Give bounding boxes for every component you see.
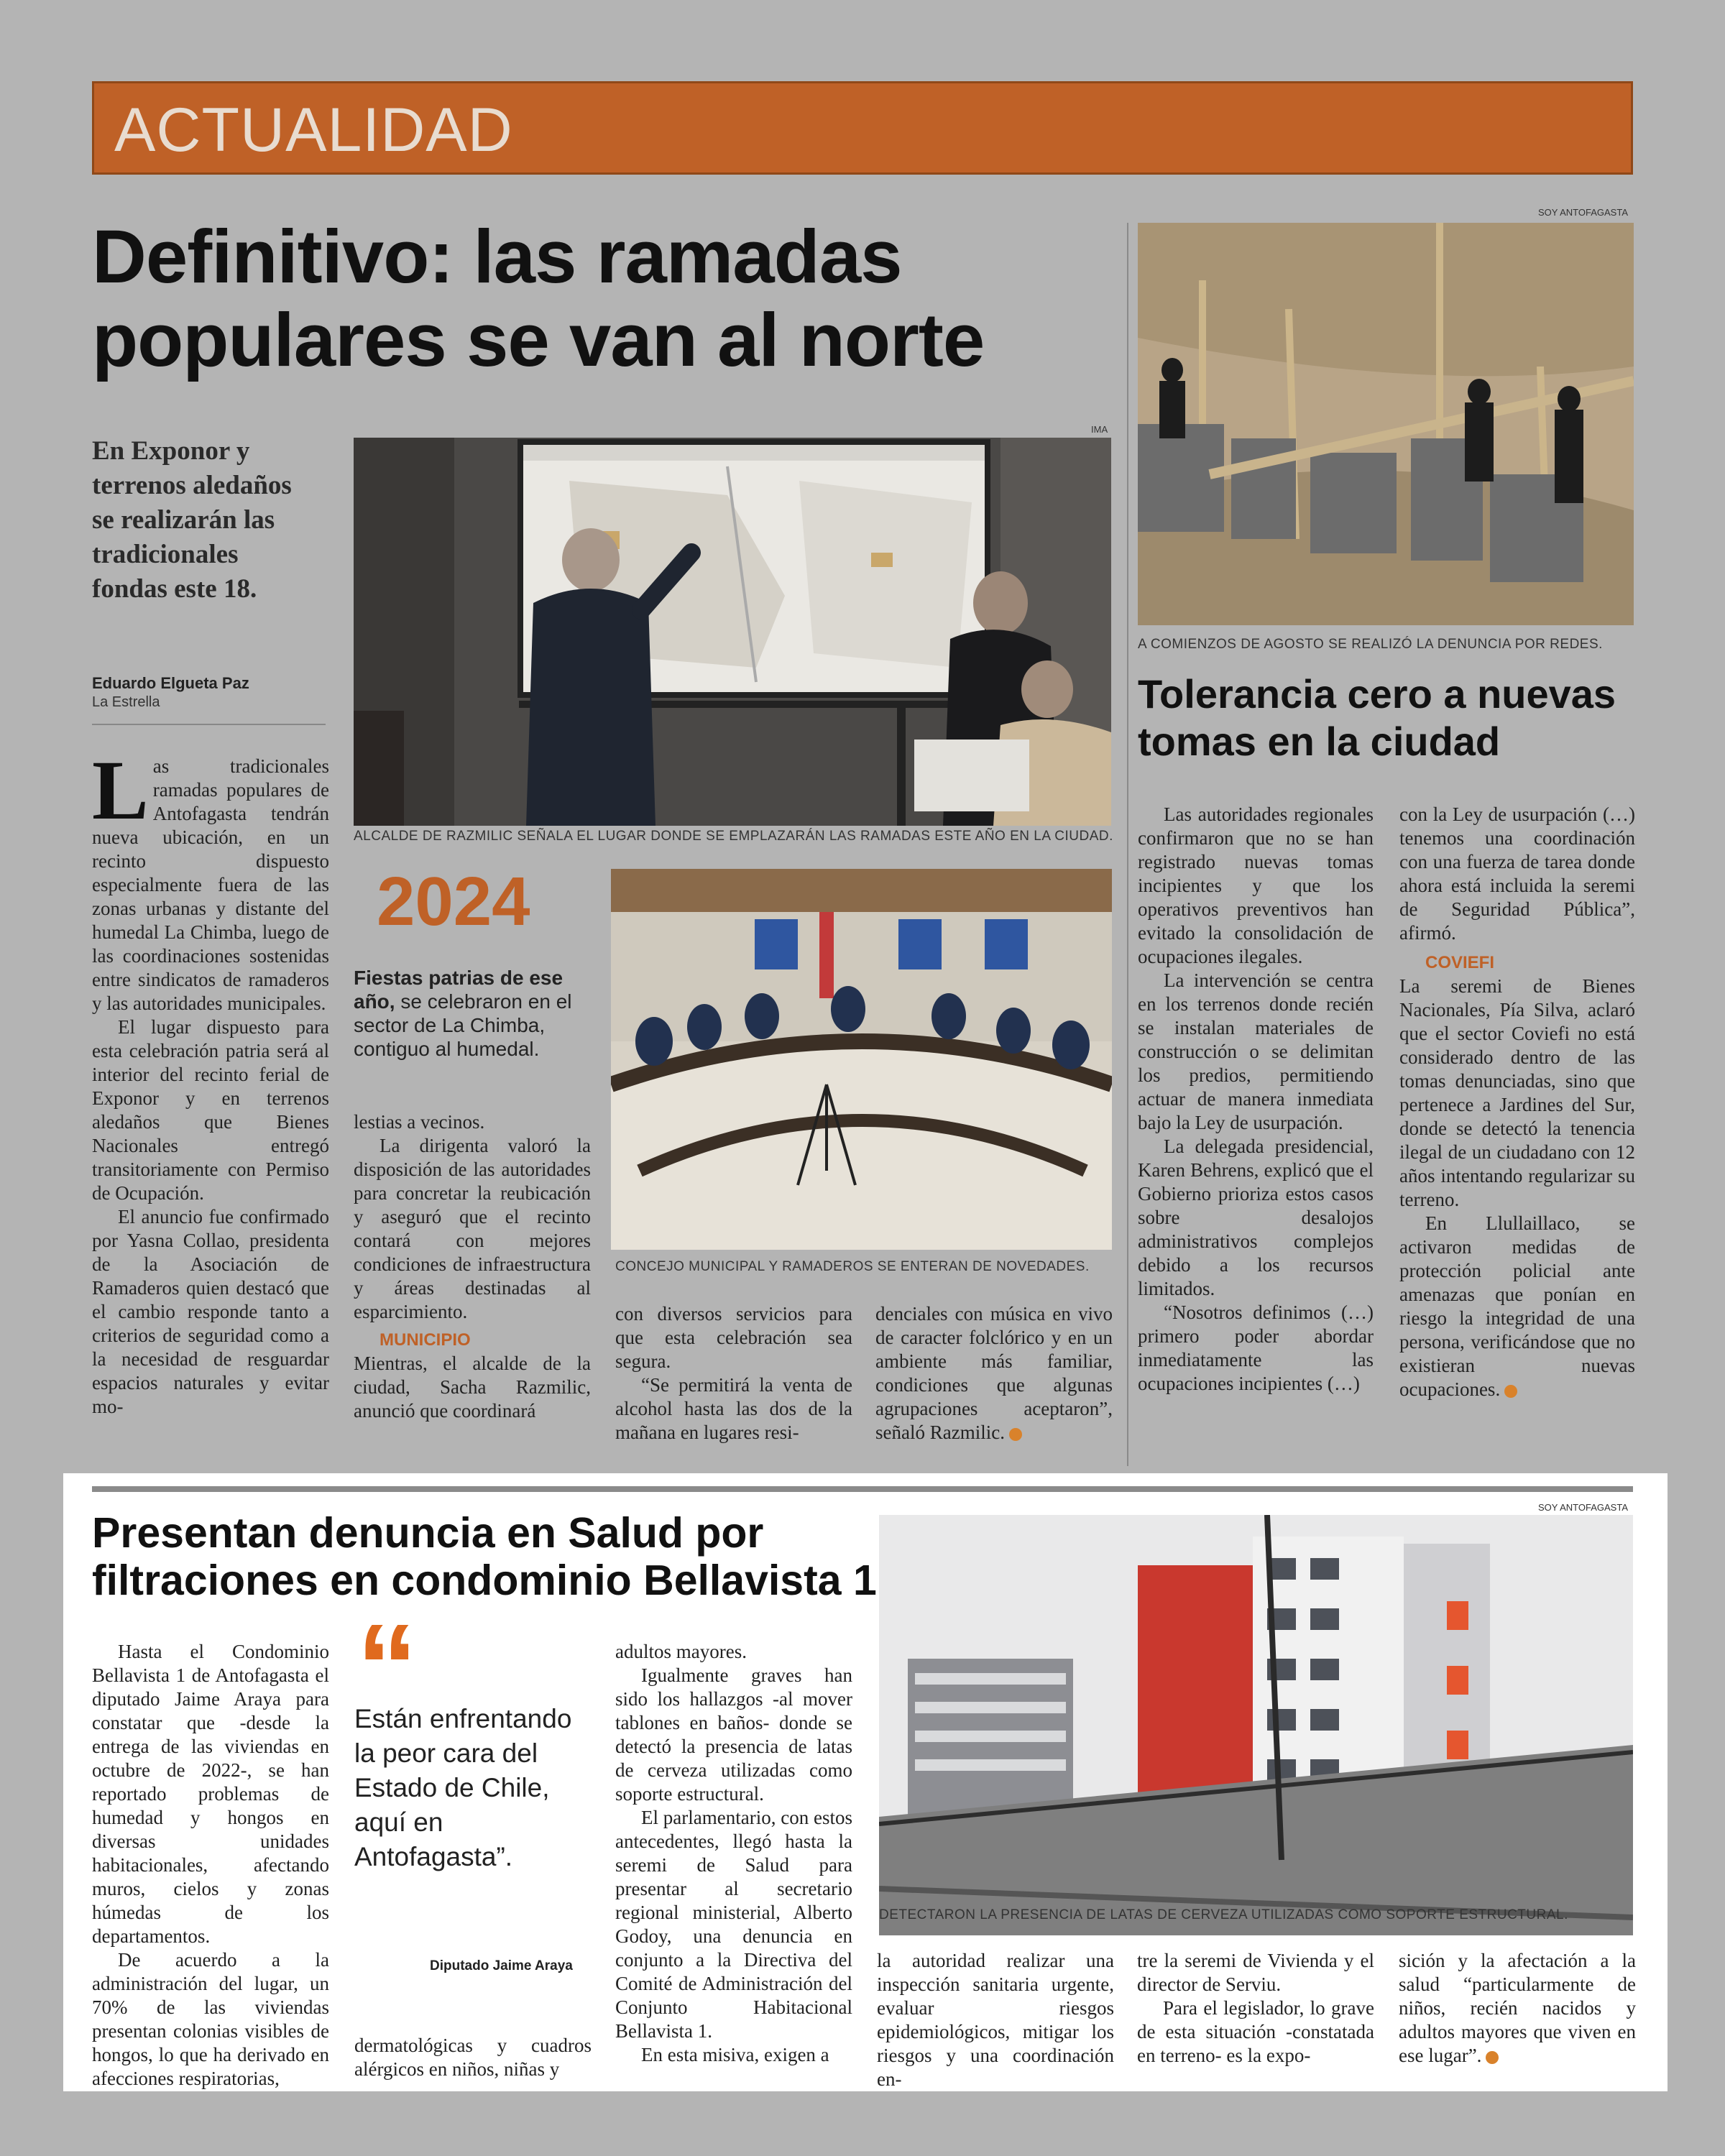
photo2-caption: CONCEJO MUNICIPAL Y RAMADEROS SE ENTERAN DE NOVEDADES. xyxy=(615,1259,1090,1274)
main-col2-para3: Mientras, el alcalde de la ciudad, Sacha Razmilic, anunció que coordinará xyxy=(354,1353,591,1422)
main-deck: En Exponor y terrenos aledaños se realizarán las tradicionales fondas este 18. xyxy=(92,436,292,604)
side-photo-credit: SOY ANTOFAGASTA xyxy=(1538,207,1628,218)
bottom-col3-para2: Igualmente graves han sido los hallazgos -al mover tablones en baños- donde se detectó la presencia de latas de cerveza utilizadas como soporte estructural. xyxy=(615,1664,852,1805)
side-col1-para2: La intervención se centra en los terrenos donde recién se instalan materiales de construcción o se delimitan los predios, permitiendo actuar de manera inmediata bajo la Ley de usurpación. xyxy=(1138,969,1374,1133)
bottom-col2-para1: dermatológicas y cuadros alérgicos en niños, niñas y xyxy=(354,2035,592,2080)
photo1-credit: IMA xyxy=(1091,424,1108,435)
side-photo-caption: A COMIENZOS DE AGOSTO SE REALIZÓ LA DENUNCIA POR REDES. xyxy=(1138,637,1603,652)
main-col4-para1 xyxy=(875,1302,1113,1445)
bottom-top-rule xyxy=(92,1486,1633,1492)
bottom-col6-para1 xyxy=(1399,1949,1636,2068)
main-column-2 xyxy=(354,1110,591,1423)
bottom-col1-para2: De acuerdo a la administración del lugar, un 70% de las viviendas presentan colonias visibles de hongos, lo que ha derivado en afecciones respiratorias, xyxy=(92,1949,329,2089)
side-end-mark-icon xyxy=(1504,1385,1517,1398)
bottom-story xyxy=(63,1473,1668,2091)
end-mark-icon xyxy=(1009,1428,1022,1441)
main-col1-para3: El anuncio fue confirmado por Yasna Collao, presidenta de la Asociación de Ramaderos quien destacó que el cambio responde tanto a criterios de seguridad como a la necesidad de resguardar espacios naturales y evitar mo- xyxy=(92,1206,329,1417)
main-col3-para2: “Se permitirá la venta de alcohol hasta las dos de la mañana en lugares resi- xyxy=(615,1374,852,1443)
year-caption-text: se celebraron en el sector de La Chimba, contiguo al humedal. xyxy=(354,990,572,1060)
bottom-headline: Presentan denuncia en Salud por filtraciones en condominio Bellavista 1 xyxy=(92,1509,877,1604)
bottom-col1-para1: Hasta el Condominio Bellavista 1 de Antofagasta el diputado Jaime Araya para constatar que -desde la entrega de las viviendas en octubre de 2022-, se han reportado problemas de humedad y hongos en diversas unidades habitacionales, afectando muros, cielos y zonas húmedas de los departamentos. xyxy=(92,1641,329,1947)
year-figure: 2024 xyxy=(377,863,530,940)
side-col1-para1: Las autoridades regionales confirmaron que no se han registrado nuevas tomas incipientes y que los operativos preventivos han evitado la consolidación de ocupaciones ilegales. xyxy=(1138,803,1374,967)
dropcap: L xyxy=(92,743,149,837)
main-column-4 xyxy=(875,1302,1113,1445)
photo-condominium xyxy=(879,1515,1633,1935)
author-outlet: La Estrella xyxy=(92,694,160,710)
section-bar xyxy=(92,81,1633,175)
bottom-col3-para4: En esta misiva, exigen a xyxy=(641,2044,829,2065)
main-col2-para2: La dirigenta valoró la disposición de las autoridades para concretar la reubicación y aseguró que el recinto contará con mejores condiciones de infraestructura y áreas destinadas al esparcimiento. xyxy=(354,1135,591,1322)
author-divider xyxy=(92,724,326,725)
bottom-column-2 xyxy=(354,2034,592,2081)
column-divider xyxy=(1127,223,1128,1466)
side-col2-para1: con la Ley de usurpación (…) tenemos una coordinación con una fuerza de tarea donde ahora está incluida la seremi de Seguridad Pública”, afirmó. xyxy=(1399,803,1635,944)
photo-council-meeting xyxy=(611,869,1112,1250)
main-col2-subhead: MUNICIPIO xyxy=(380,1330,471,1350)
main-col3-para1: con diversos servicios para que esta celebración sea segura. xyxy=(615,1303,852,1372)
side-column-2 xyxy=(1399,803,1635,1401)
author-name: Eduardo Elgueta Paz xyxy=(92,674,249,692)
main-col2-para1: lestias a vecinos. xyxy=(354,1111,485,1133)
bottom-col6-para1-text: sición y la afectación a la salud “particularmente de niños, recién nacidos y adultos mayores que viven en ese lugar”. xyxy=(1399,1950,1636,2066)
main-col1-para1-text: as tradicionales ramadas populares de Antofagasta tendrán nueva ubicación, en un recinto dispuesto especialmente fuera de las zonas urbanas y distante del humedal La Chimba, luego de las coordinaciones sostenidas entre sindicatos de ramaderos y las autoridades municipales. xyxy=(92,755,329,1014)
bottom-photo-caption: DETECTARON LA PRESENCIA DE LATAS DE CERVEZA UTILIZADAS COMO SOPORTE ESTRUCTURAL. xyxy=(879,1907,1568,1922)
bottom-end-mark-icon xyxy=(1486,2051,1499,2064)
bottom-column-5 xyxy=(1137,1949,1374,2068)
year-caption-bold: Fiestas patrias de ese año, xyxy=(354,967,564,1013)
side-col2-para2: La seremi de Bienes Nacionales, Pía Silva, aclaró que el sector Coviefi no está considerado dentro de las tomas denunciadas, sino que pertenece a Jardines del Sur, donde se detectó la tenencia ilegal de un ciudadano con 12 años intentando regularizar su terreno. xyxy=(1399,975,1635,1210)
main-col1-para2: El lugar dispuesto para esta celebración patria será al interior del recinto ferial de Exponor y en terrenos aledaños que Bienes Nacionales entregó transitoriamente con Permiso de Ocupación. xyxy=(92,1016,329,1204)
year-caption xyxy=(354,966,584,1061)
side-col1-para3: La delegada presidencial, Karen Behrens, explicó que el Gobierno prioriza estos casos sobre desalojos administrativos complejos debido a los recursos limitados. xyxy=(1138,1135,1374,1299)
main-column-1 xyxy=(92,743,329,1419)
bottom-column-6 xyxy=(1399,1949,1636,2068)
quote-author: Diputado Jaime Araya xyxy=(430,1958,573,1973)
bottom-col3-para3: El parlamentario, con estos antecedentes, llegó hasta la seremi de Salud para presentar al secretario regional ministerial, Alberto Godoy, una denuncia en conjunto a la Directiva del Comité de Administración del Conjunto Habitacional Bellavista 1. xyxy=(615,1807,852,2042)
main-column-3 xyxy=(615,1302,852,1445)
section-label: ACTUALIDAD xyxy=(114,96,513,165)
side-col2-para3 xyxy=(1399,1212,1635,1401)
pull-quote: Están enfrentando la peor cara del Estado de Chile, aquí en Antofagasta”. xyxy=(354,1704,572,1871)
bottom-col5-para2: Para el legislador, lo grave de esta situación -constatada en terreno- es la expo- xyxy=(1137,1997,1374,2066)
photo-land-occupation xyxy=(1138,223,1634,625)
quote-mark: “ xyxy=(356,1599,418,1736)
side-col1-para4: “Nosotros definimos (…) primero poder abordar inmediatamente las ocupaciones incipientes (…) xyxy=(1138,1302,1374,1394)
bottom-col3-para1: adultos mayores. xyxy=(615,1641,747,1662)
main-col4-para1-text: denciales con música en vivo de caracter folclórico y en un ambiente más familiar, condiciones que algunas agrupaciones aceptaron”, señaló Razmilic. xyxy=(875,1303,1113,1443)
bottom-column-3 xyxy=(615,1640,852,2067)
side-col2-subhead: COVIEFI xyxy=(1425,953,1495,972)
side-column-1 xyxy=(1138,803,1374,1396)
photo1-caption: ALCALDE DE RAZMILIC SEÑALA EL LUGAR DONDE SE EMPLAZARÁN LAS RAMADAS ESTE AÑO EN LA CIUDAD. xyxy=(354,829,1113,844)
bottom-col4-para1: la autoridad realizar una inspección sanitaria urgente, evaluar riesgos epidemiológicos, mitigar los riesgos y una coordinación en- xyxy=(877,1950,1114,2090)
main-headline: Definitivo: las ramadas populares se van al norte xyxy=(92,215,985,382)
side-headline: Tolerancia cero a nuevas tomas en la ciudad xyxy=(1138,671,1616,764)
bottom-col5-para1: tre la seremi de Vivienda y el director de Serviu. xyxy=(1137,1950,1374,1995)
bottom-column-1 xyxy=(92,1640,329,2091)
bottom-column-4 xyxy=(877,1949,1114,2091)
bottom-photo-credit: SOY ANTOFAGASTA xyxy=(1538,1502,1628,1513)
side-col2-para3-text: En Llullaillaco, se activaron medidas de protección policial ante amenazas que ponían en riesgo la integridad de una persona, verificándose que no existieran nuevas ocupaciones. xyxy=(1399,1212,1635,1400)
main-col1-para1 xyxy=(92,743,329,1015)
photo-map-presentation xyxy=(354,438,1111,826)
